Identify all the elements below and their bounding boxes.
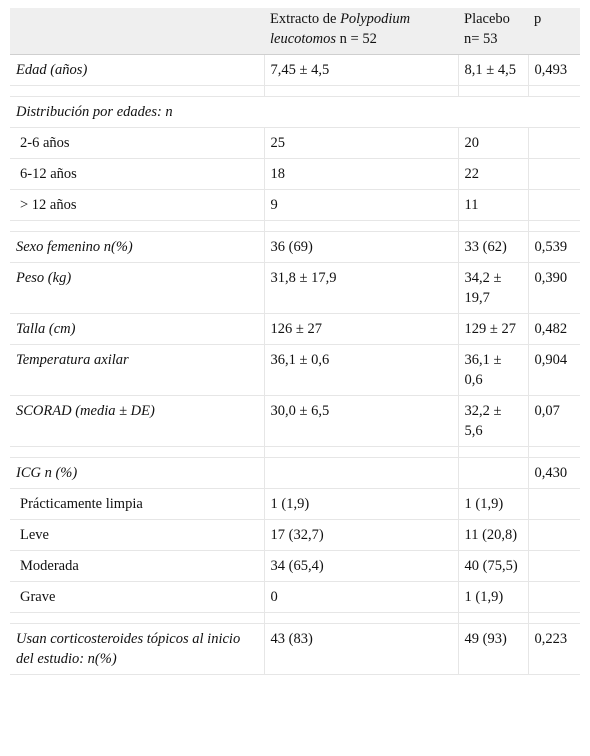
treatment-value: 9 <box>264 190 458 221</box>
placebo-value: 1 (1,9) <box>458 582 528 613</box>
p-value <box>528 489 580 520</box>
table-row <box>10 190 580 221</box>
row-label: Grave <box>10 582 264 613</box>
table-row <box>10 458 580 489</box>
p-value: 0,482 <box>528 314 580 345</box>
placebo-value: 1 (1,9) <box>458 489 528 520</box>
table-row <box>10 489 580 520</box>
p-value: 0,223 <box>528 624 580 675</box>
row-label: Prácticamente limpia <box>10 489 264 520</box>
treatment-value: 30,0 ± 6,5 <box>264 396 458 447</box>
table-row <box>10 55 580 86</box>
treatment-value: 0 <box>264 582 458 613</box>
treatment-value: 25 <box>264 128 458 159</box>
table-row <box>10 263 580 314</box>
treatment-value: 7,45 ± 4,5 <box>264 55 458 86</box>
section-row <box>10 97 580 128</box>
spacer-row <box>10 613 580 624</box>
p-value <box>528 128 580 159</box>
placebo-value: 20 <box>458 128 528 159</box>
table-row <box>10 159 580 190</box>
table-row <box>10 624 580 675</box>
row-label: Moderada <box>10 551 264 582</box>
header-p: p <box>528 8 580 55</box>
p-value: 0,07 <box>528 396 580 447</box>
row-label: Temperatura axilar <box>10 345 264 396</box>
row-label: ICG n (%) <box>10 458 264 489</box>
table-row <box>10 582 580 613</box>
placebo-value: 40 (75,5) <box>458 551 528 582</box>
placebo-value: 8,1 ± 4,5 <box>458 55 528 86</box>
header-placebo: Placebo n= 53 <box>458 8 528 55</box>
treatment-value: 36,1 ± 0,6 <box>264 345 458 396</box>
table-row <box>10 345 580 396</box>
treatment-value: 36 (69) <box>264 232 458 263</box>
row-label: Leve <box>10 520 264 551</box>
spacer-row <box>10 447 580 458</box>
p-value: 0,493 <box>528 55 580 86</box>
p-value <box>528 159 580 190</box>
treatment-value: 43 (83) <box>264 624 458 675</box>
table-row <box>10 551 580 582</box>
header-treatment: Extracto de Polypodium leucotomos n = 52 <box>264 8 458 55</box>
table-row <box>10 520 580 551</box>
header-variable <box>10 8 264 55</box>
row-label: Talla (cm) <box>10 314 264 345</box>
placebo-value: 129 ± 27 <box>458 314 528 345</box>
row-label: Edad (años) <box>10 55 264 86</box>
header-treatment-species: Polypodium leucotomos <box>270 11 411 47</box>
treatment-value: 18 <box>264 159 458 190</box>
treatment-value: 126 ± 27 <box>264 314 458 345</box>
p-value: 0,539 <box>528 232 580 263</box>
treatment-value: 31,8 ± 17,9 <box>264 263 458 314</box>
placebo-value: 49 (93) <box>458 624 528 675</box>
p-value <box>528 582 580 613</box>
placebo-value: 33 (62) <box>458 232 528 263</box>
p-value: 0,904 <box>528 345 580 396</box>
spacer-row <box>10 221 580 232</box>
row-label: SCORAD (media ± DE) <box>10 396 264 447</box>
placebo-value: 32,2 ± 5,6 <box>458 396 528 447</box>
row-label: 6-12 años <box>10 159 264 190</box>
row-label: > 12 años <box>10 190 264 221</box>
placebo-value <box>458 458 528 489</box>
p-value <box>528 551 580 582</box>
spacer-row <box>10 86 580 97</box>
baseline-characteristics-table <box>10 8 580 675</box>
treatment-value: 1 (1,9) <box>264 489 458 520</box>
placebo-value: 34,2 ± 19,7 <box>458 263 528 314</box>
p-value: 0,390 <box>528 263 580 314</box>
placebo-value: 11 (20,8) <box>458 520 528 551</box>
section-label: Distribución por edades: n <box>10 97 580 128</box>
p-value <box>528 190 580 221</box>
row-label: Usan corticosteroides tópicos al inicio del estudio: n(%) <box>10 624 264 675</box>
treatment-value <box>264 458 458 489</box>
table-row <box>10 314 580 345</box>
row-label: 2-6 años <box>10 128 264 159</box>
placebo-value: 36,1 ± 0,6 <box>458 345 528 396</box>
p-value: 0,430 <box>528 458 580 489</box>
table-row <box>10 128 580 159</box>
table-header-row <box>10 8 580 55</box>
row-label: Peso (kg) <box>10 263 264 314</box>
p-value <box>528 520 580 551</box>
treatment-value: 17 (32,7) <box>264 520 458 551</box>
placebo-value: 11 <box>458 190 528 221</box>
treatment-value: 34 (65,4) <box>264 551 458 582</box>
row-label: Sexo femenino n(%) <box>10 232 264 263</box>
table-row <box>10 232 580 263</box>
placebo-value: 22 <box>458 159 528 190</box>
table-row <box>10 396 580 447</box>
